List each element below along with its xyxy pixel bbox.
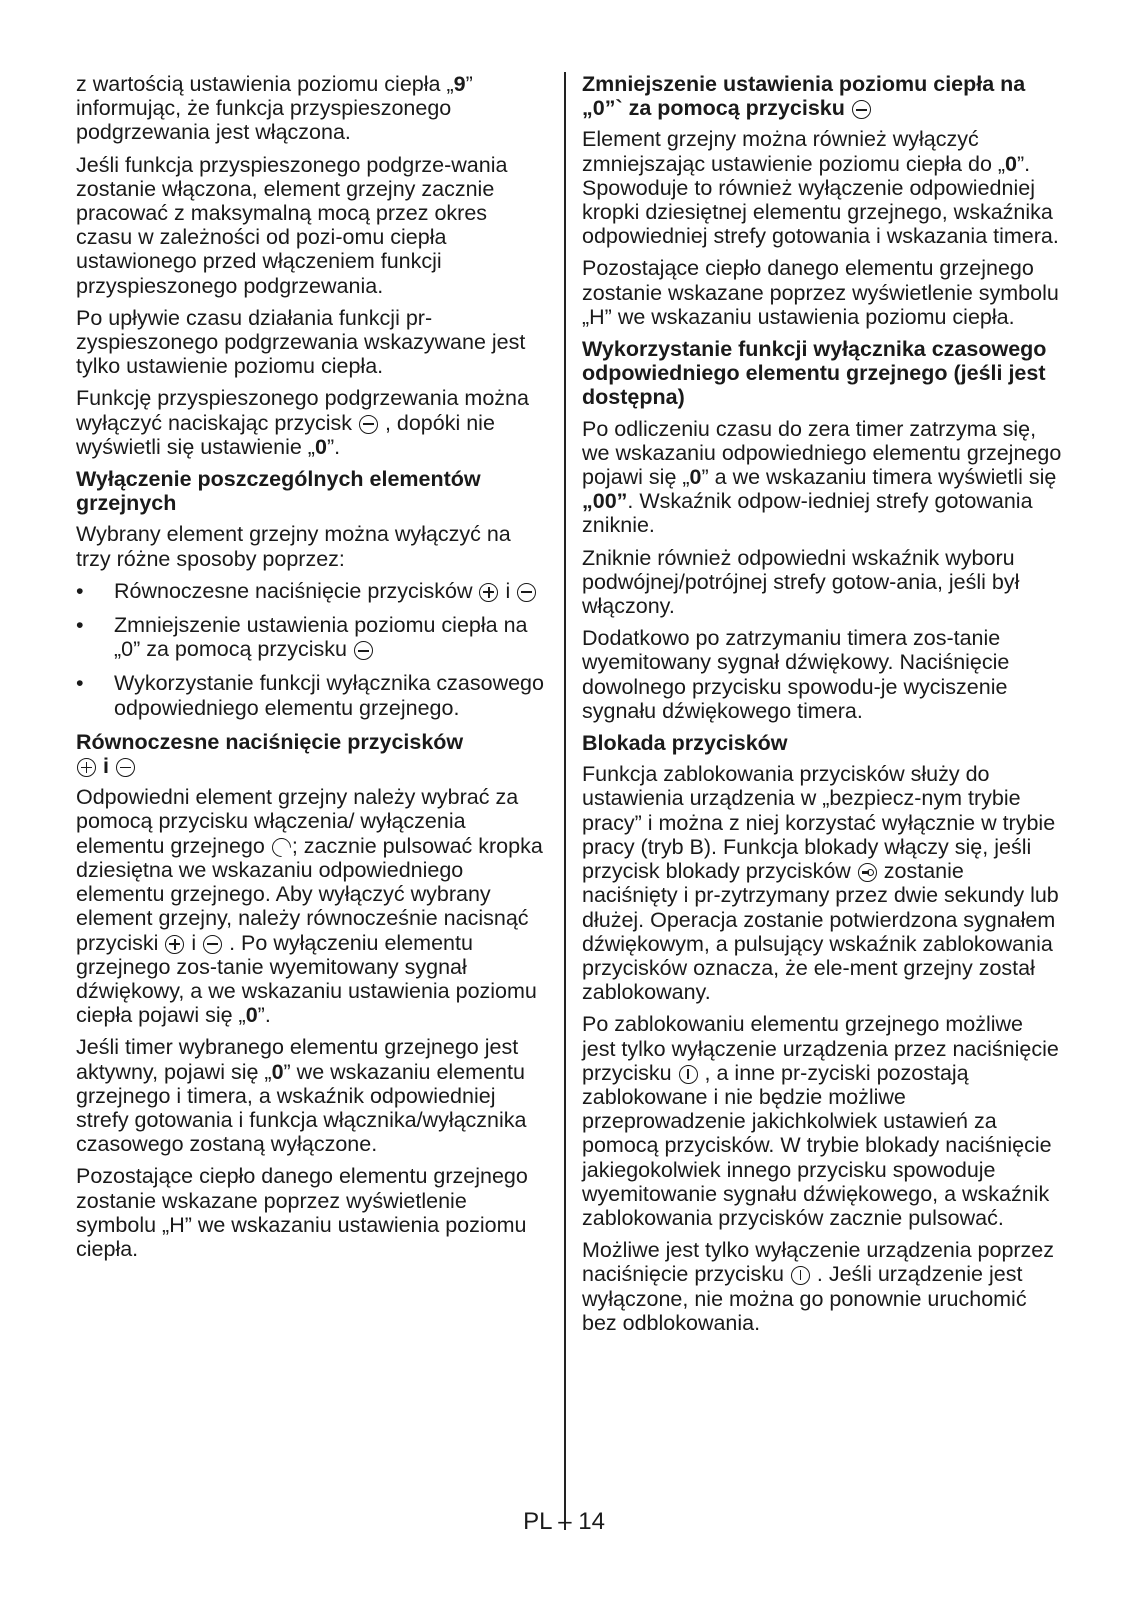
section-heading: Wyłączenie poszczególnych elementów grzejnych [76,467,481,516]
minus-button-icon [359,415,378,434]
paragraph: Możliwe jest tylko wyłączenie urządzenia poprzez naciśnięcie przycisku . Jeśli urządzenie jest wyłączone, nie można go ponownie uruchomić bez odblokowania. [582,1238,1055,1335]
paragraph: Odpowiedni element grzejny należy wybrać za pomocą przycisku włączenia/ wyłączenia elementu grzejnego ; zacznie pulsować kropka dziesiętna we wskazaniu odpowiedniego elementu grzejnego. Aby wyłączyć wybrany element grzejny, należy równocześnie nacisnąć przyciski i . Po wyłączeniu elementu grzejnego zos-tanie wyemitowany sygnał dźwiękowy, a we wskazaniu ustawienia poziomu ciepła pojawi się „0”. [76,785,543,1028]
minus-button-icon [517,583,536,602]
minus-button-icon [354,641,373,660]
left-column [76,72,546,1269]
bullet-list [76,579,546,720]
minus-button-icon [852,100,871,119]
list-item: • Wykorzystanie funkcji wyłącznika czasowego odpowiedniego elementu grzejnego. [76,671,544,720]
column-divider [564,72,566,1530]
section-heading: Wykorzystanie funkcji wyłącznika czasowego odpowiedniego elementu grzejnego (jeśli jest dostępna) [582,337,1047,410]
key-lock-icon [858,863,877,882]
paragraph: Po zablokowaniu elementu grzejnego możliwe jest tylko wyłączenie urządzenia przez naciśnięcie przycisku , a inne pr-zyciski pozostają zablokowane i nie będzie możliwe przeprowadzenie jakichkolwiek ustawień za pomocą przycisków. W trybie blokady naciśnięcie jakiegokolwiek innego przycisku spowoduje wyemitowanie sygnału dźwiękowego, a wskaźnik zablokowania przycisków zacznie pulsować. [582,1012,1059,1230]
paragraph: Zniknie również odpowiedni wskaźnik wyboru podwójnej/potrójnej strefy gotow-ania, jeśli był włączony. [582,545,1020,619]
paragraph: Po odliczeniu czasu do zera timer zatrzyma się, we wskazaniu odpowiedniego elementu grzejnego pojawi się „0” a we wskazaniu timera wyświetli się „00”. Wskaźnik odpow-iedniej strefy gotowania zniknie. [582,416,1062,538]
paragraph: Funkcję przyspieszonego podgrzewania można wyłączyć naciskając przycisk , dopóki nie wyświetli się ustawienie „0”. [76,386,529,459]
bullet: • [76,671,84,696]
minus-button-icon [116,758,135,777]
plus-button-icon [479,583,498,602]
paragraph: Element grzejny można również wyłączyć zmniejszając ustawienie poziomu ciepła do „0”. Spowoduje to również wyłączenie odpowiedniej kropki dziesiętnej elementu grzejnego, wskaźnika odpowiedniej strefy gotowania i wskazania timera. [582,127,1059,249]
paragraph: Jeśli timer wybranego elementu grzejnego jest aktywny, pojawi się „0” we wskazaniu elementu grzejnego i timera, a wskaźnik odpowiedniej strefy gotowania i funkcja włącznika/wyłącznika czasowego zostaną wyłączone. [76,1035,527,1157]
plus-button-icon [77,758,96,777]
power-button-icon [679,1065,698,1084]
power-button-icon [791,1266,810,1285]
paragraph: Po upływie czasu działania funkcji pr-zyspieszonego podgrzewania wskazywane jest tylko ustawienie poziomu ciepła. [76,305,526,379]
plus-button-icon [165,935,184,954]
paragraph: Jeśli funkcja przyspieszonego podgrze-wania zostanie włączona, element grzejny zacznie pracować z maksymalną mocą przez okres czasu w zależności od pozi-omu ciepła ustawionego przed włączeniem funkcji przyspieszonego podgrzewania. [76,152,508,298]
list-item: • Równoczesne naciśnięcie przycisków i [76,579,546,603]
minus-button-icon [203,935,222,954]
section-heading: Blokada przycisków [582,731,788,756]
paragraph: Pozostające ciepło danego elementu grzejnego zostanie wskazane poprzez wyświetlenie symbolu „H” we wskazaniu ustawienia poziomu ciepła. [76,1164,528,1261]
paragraph: z wartością ustawienia poziomu ciepła „9” informując, że funkcja przyspieszonego podgrzewania jest włączona. [76,72,473,145]
bullet: • [76,578,84,603]
paragraph: Dodatkowo po zatrzymaniu timera zos-tanie wyemitowany sygnał dźwiękowy. Naciśnięcie dowolnego przycisku spowodu-je wyciszenie sygnału dźwiękowego timera. [582,626,1010,723]
right-column [582,72,1062,1343]
section-heading: Zmniejszenie ustawienia poziomu ciepła na „0”` za pomocą przycisku [582,72,1026,121]
page-number: PL – 14 [523,1508,605,1535]
section-heading: Równoczesne naciśnięcie przycisków i [76,729,464,779]
bullet: • [76,613,84,638]
paragraph: Wybrany element grzejny można wyłączyć na trzy różne sposoby poprzez: [76,522,511,571]
cooking-zone-select-icon [268,834,295,861]
paragraph: Funkcja zablokowania przycisków służy do ustawienia urządzenia w „bezpiecz-nym trybie pracy” i można z niej korzystać wyłącznie w trybie pracy (tryb B). Funkcja blokady włączy się, jeśli przycisk blokady przycisków zostanie naciśnięty i pr-zytrzymany przez dwie sekundy lub dłużej. Operacja zostanie potwierdzona sygnałem dźwiękowym, a pulsujący wskaźnik zablokowania przycisków oznacza, że ele-ment grzejny został zablokowany. [582,762,1059,1005]
paragraph: Pozostające ciepło danego elementu grzejnego zostanie wskazane poprzez wyświetlenie symbolu „H” we wskazaniu ustawienia poziomu ciepła. [582,256,1059,329]
list-item: • Zmniejszenie ustawienia poziomu ciepła na „0” za pomocą przycisku [76,613,528,662]
